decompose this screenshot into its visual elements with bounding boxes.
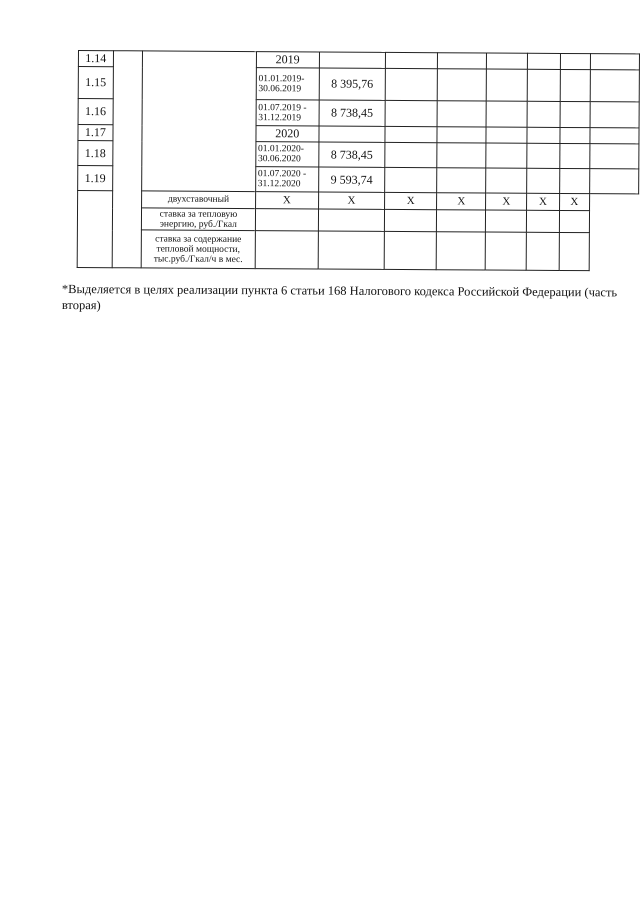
row-number-cell: 1.14 — [78, 51, 113, 67]
value-cell — [319, 126, 385, 142]
period-cell: 01.07.2020 - 31.12.2020 — [255, 167, 318, 192]
two-part-label: двухставочный — [142, 191, 255, 209]
row-number-cell: 1.18 — [78, 141, 113, 166]
merged-empty-cell — [112, 51, 143, 268]
year-cell: 2019 — [256, 52, 319, 68]
period-cell: 01.01.2019- 30.06.2019 — [256, 68, 319, 100]
value-cell: 9 593,74 — [319, 167, 385, 192]
x-mark: X — [527, 193, 559, 210]
period-cell: 01.01.2020- 30.06.2020 — [255, 142, 318, 167]
x-mark: X — [437, 193, 486, 210]
merged-empty-cell — [77, 191, 112, 268]
x-mark: X — [559, 193, 590, 210]
table-row — [78, 51, 639, 70]
row-number-cell: 1.17 — [78, 125, 113, 141]
merged-empty-cell — [142, 51, 256, 192]
period-cell: 01.07.2019 - 31.12.2019 — [256, 100, 319, 126]
capacity-rate-row — [77, 229, 638, 270]
year-cell: 2020 — [256, 126, 319, 142]
value-cell — [319, 52, 385, 68]
value-cell: 8 738,45 — [319, 142, 385, 167]
value-cell: 8 738,45 — [319, 100, 385, 126]
energy-rate-label: ставка за тепловую энергию, руб./Гкал — [142, 208, 255, 231]
x-mark: X — [486, 193, 527, 210]
row-number-cell: 1.16 — [78, 99, 113, 125]
x-mark: X — [255, 192, 318, 209]
x-mark: X — [384, 192, 437, 209]
row-number-cell: 1.15 — [78, 67, 113, 99]
capacity-rate-label: ставка за содержание тепловой мощности, тыс.руб./Гкал/ч в мес. — [141, 230, 255, 269]
tariff-table — [77, 50, 640, 271]
row-number-cell: 1.19 — [78, 166, 113, 191]
x-mark: X — [318, 192, 384, 209]
value-cell: 8 395,76 — [319, 68, 385, 100]
footnote: *Выделяется в целях реализации пункта 6 статьи 168 Налогового кодекса Российской Федерации (часть вторая) — [61, 281, 618, 313]
